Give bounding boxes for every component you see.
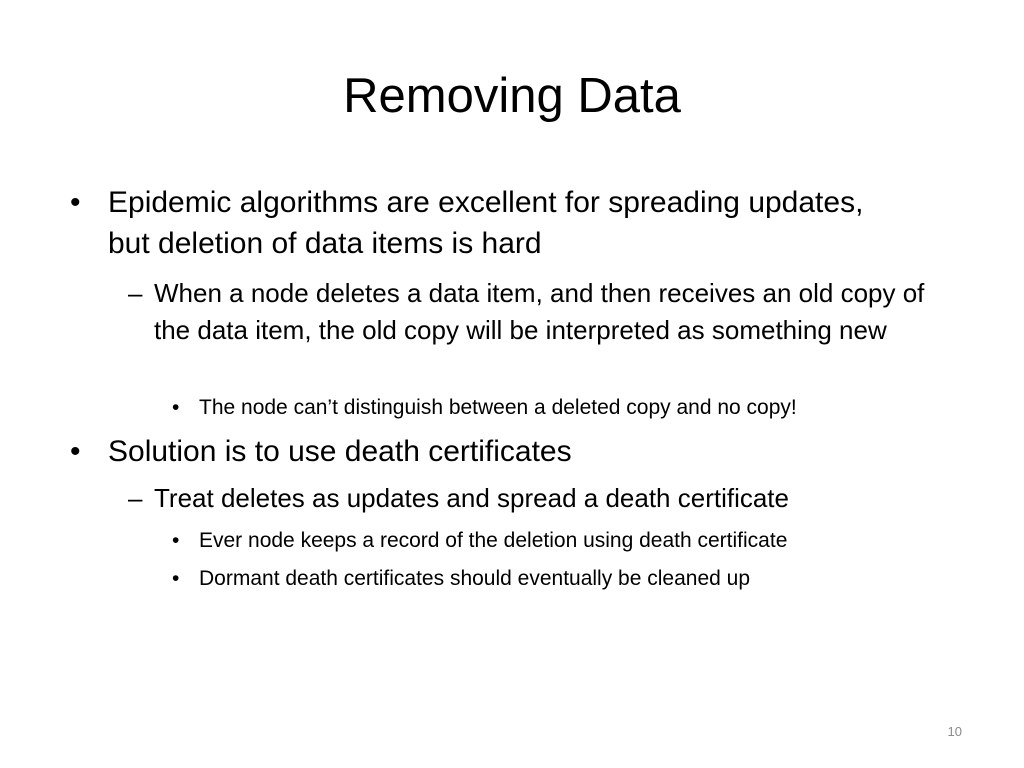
bullet-text: Dormant death certificates should eventually be cleaned up bbox=[199, 567, 751, 590]
bullet-text: When a node deletes a data item, and then receives an old copy of the data item, the old copy will be interpreted as something new bbox=[154, 278, 925, 345]
bullet-text: Epidemic algorithms are excellent for spreading updates, but deletion of data items is hard bbox=[108, 186, 864, 260]
slide-title: Removing Data bbox=[343, 69, 681, 123]
bullet-level-1 bbox=[70, 182, 900, 264]
bullet-level-3 bbox=[172, 393, 972, 422]
bullet-marker: • bbox=[172, 567, 180, 590]
bullet-level-2 bbox=[128, 480, 928, 517]
bullet-level-1 bbox=[70, 431, 900, 472]
bullet-marker: • bbox=[70, 186, 81, 219]
bullet-text: Treat deletes as updates and spread a death certificate bbox=[154, 483, 789, 513]
bullet-marker: • bbox=[172, 396, 180, 419]
bullet-marker: • bbox=[172, 529, 180, 552]
bullet-text: The node can’t distinguish between a deleted copy and no copy! bbox=[199, 396, 797, 419]
bullet-level-2 bbox=[128, 275, 928, 349]
dash-marker: – bbox=[128, 278, 143, 308]
bullet-text: Ever node keeps a record of the deletion using death certificate bbox=[199, 529, 788, 552]
dash-marker: – bbox=[128, 483, 143, 513]
bullet-level-3 bbox=[172, 564, 972, 593]
bullet-text: Solution is to use death certificates bbox=[108, 435, 572, 468]
page-number: 10 bbox=[947, 724, 962, 739]
bullet-marker: • bbox=[70, 435, 81, 468]
bullet-level-3 bbox=[172, 526, 972, 555]
